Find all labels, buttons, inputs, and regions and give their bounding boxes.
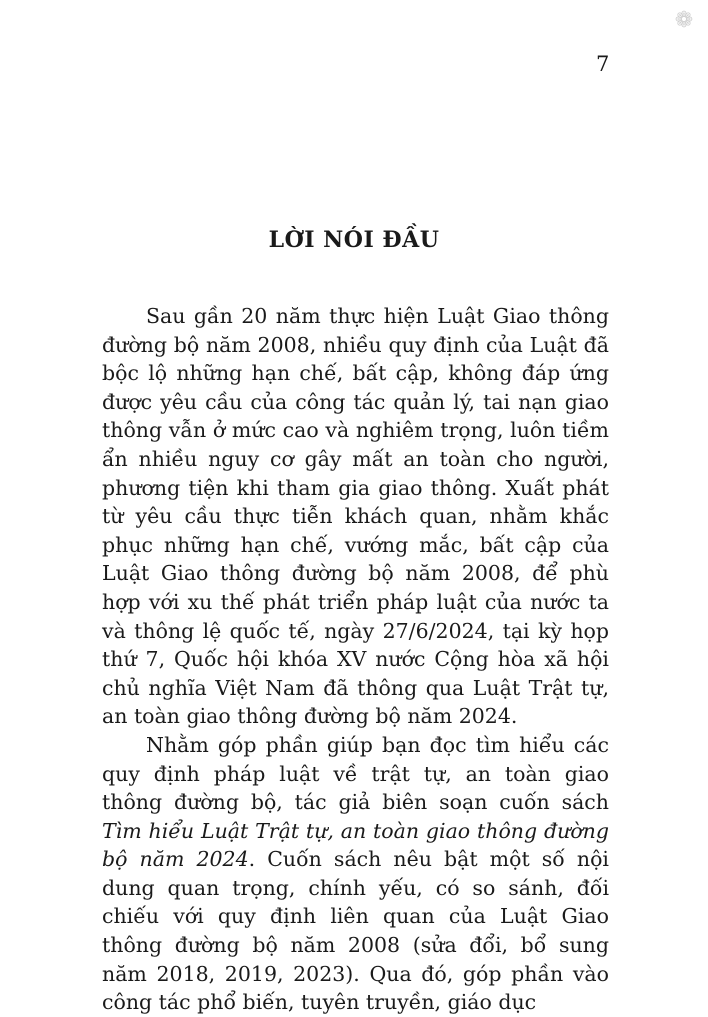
paragraph-2-intro: Nhằm góp phần giúp bạn đọc tìm hiểu các quy định pháp luật về trật tự, an toàn giao thông đường bộ, tác giả biên soạn cuốn sách [102, 732, 609, 815]
page-number: 7 [596, 52, 610, 76]
book-title: Tìm hiểu Luật Trật tự, an toàn giao thông đường bộ năm 2024 [102, 818, 609, 872]
paragraph-1: Sau gần 20 năm thực hiện Luật Giao thông đường bộ năm 2008, nhiều quy định của Luật đã bộc lộ những hạn chế, bất cập, không đáp ứng được yêu cầu của công tác quản lý, tai nạn giao thông vẫn ở mức cao và nghiêm trọng, luôn tiềm ẩn nhiều nguy cơ gây mất an toàn cho người, phương tiện khi tham gia giao thông. Xuất phát từ yêu cầu thực tiễn khách quan, nhằm khắc phục những hạn chế, vướng mắc, bất cập của Luật Giao thông đường bộ năm 2008, để phù hợp với xu thế phát triển pháp luật của nước ta và thông lệ quốc tế, ngày 27/6/2024, tại kỳ họp thứ 7, Quốc hội khóa XV nước Cộng hòa xã hội chủ nghĩa Việt Nam đã thông qua Luật Trật tự, an toàn giao thông đường bộ năm 2024. [102, 304, 609, 729]
flower-watermark-icon: ❁ [674, 8, 694, 33]
paragraph-2-rest: . Cuốn sách nêu bật một số nội dung quan trọng, chính yếu, có so sánh, đối chiếu với quy định liên quan của Luật Giao thông đường bộ năm 2008 (sửa đổi, bổ sung năm 2018, 2019, 2023). Qua đó, góp phần vào công tác phổ biến, tuyên truyền, giáo dục [102, 847, 609, 1015]
page-title: LỜI NÓI ĐẦU [268, 227, 440, 253]
body-text [102, 302, 609, 1017]
paragraph-2 [102, 731, 609, 1017]
